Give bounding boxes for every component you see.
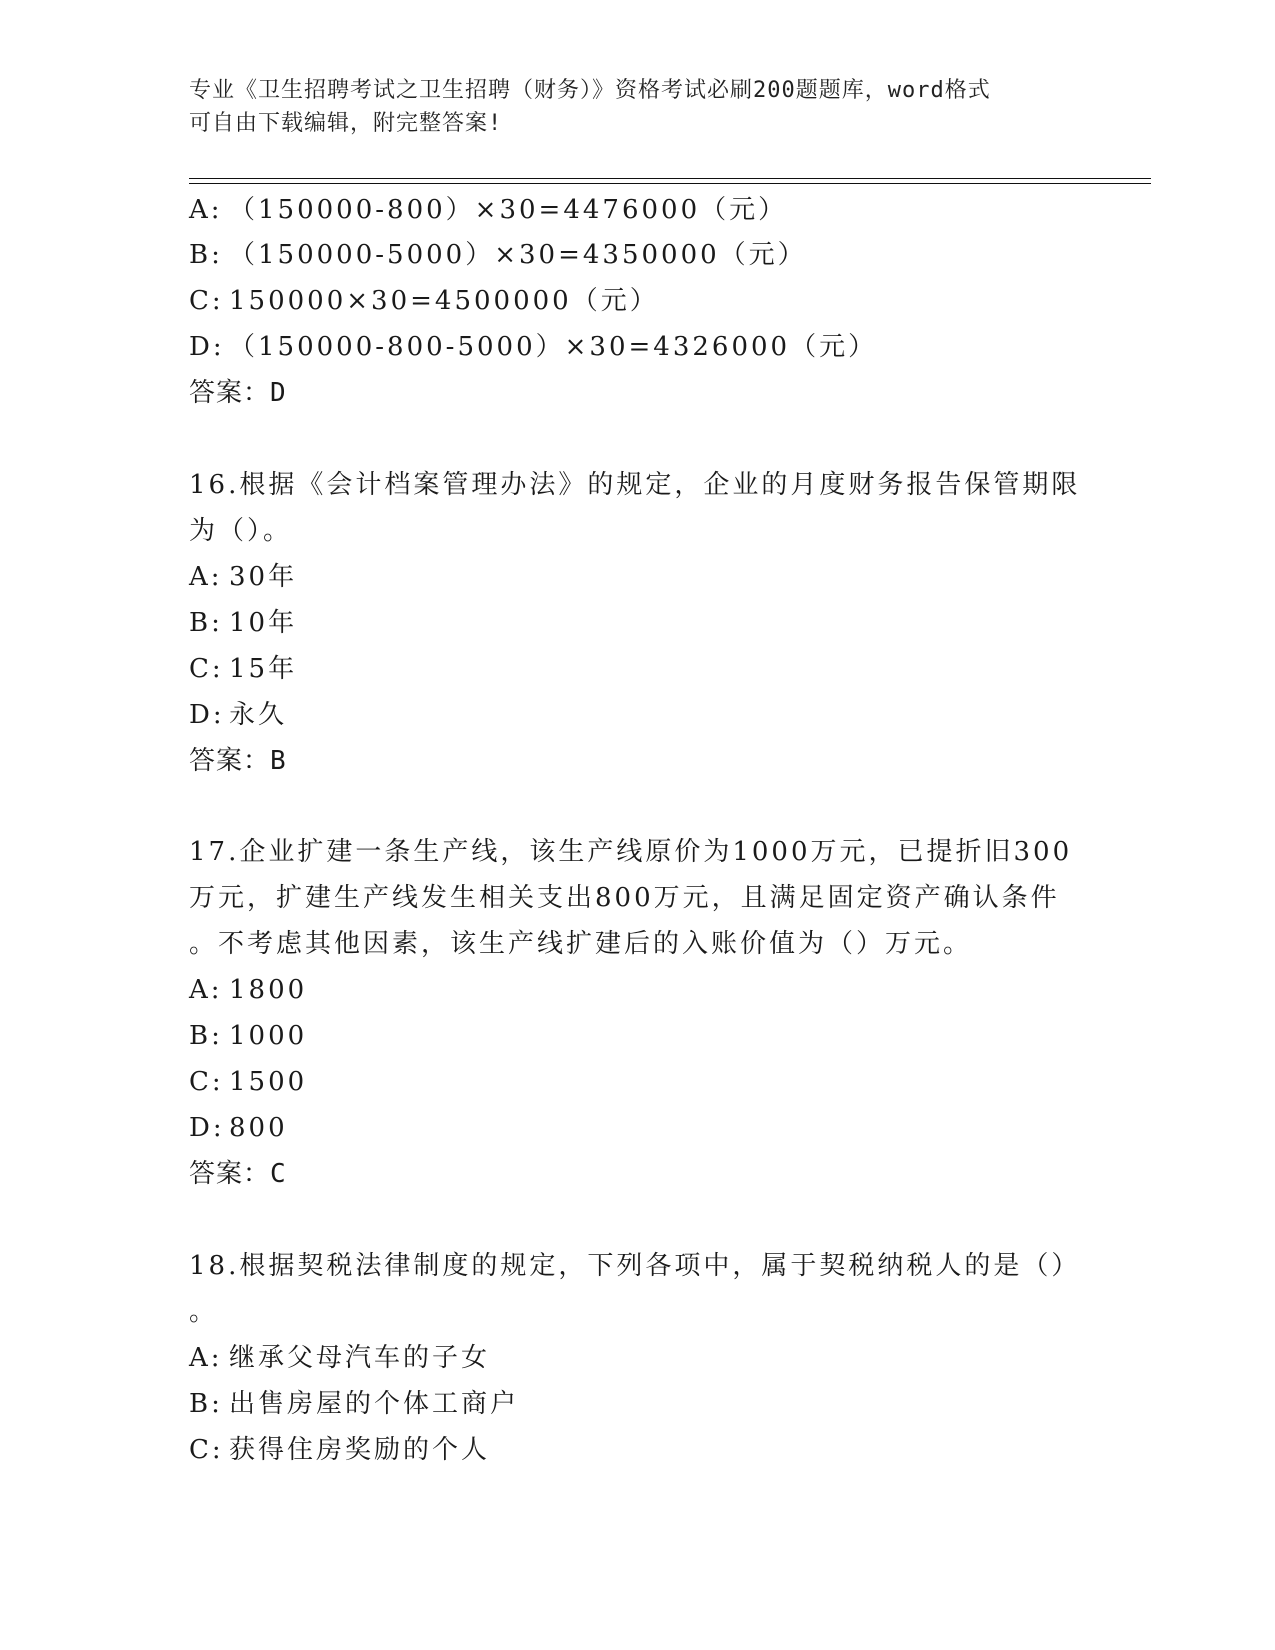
option-text: 15年 xyxy=(229,654,298,684)
option-text: 1500 xyxy=(229,1067,308,1097)
option-text: 10年 xyxy=(229,608,298,638)
option-key: A: xyxy=(189,975,223,1005)
option-text: 出售房屋的个体工商户 xyxy=(229,1389,520,1419)
q15-option-d xyxy=(189,327,877,367)
q17-option-b xyxy=(189,1016,307,1056)
option-text: （150000-800）×30=4476000（元） xyxy=(229,195,788,225)
q18-option-b xyxy=(189,1384,519,1424)
q16-option-c xyxy=(189,649,297,689)
q16-option-a xyxy=(189,557,297,597)
q17-option-a xyxy=(189,970,307,1010)
q18-option-a xyxy=(189,1338,490,1378)
option-key: A: xyxy=(189,562,223,592)
option-text: 30年 xyxy=(229,562,298,592)
q18-stem-line-2: 。 xyxy=(189,1297,219,1327)
option-text: 150000×30=4500000（元） xyxy=(229,286,659,316)
option-text: 800 xyxy=(229,1113,288,1143)
option-key: B: xyxy=(189,1021,223,1051)
option-text: 获得住房奖励的个人 xyxy=(229,1435,491,1465)
q17-answer: 答案：C xyxy=(189,1159,287,1189)
option-key: B: xyxy=(189,608,223,638)
option-text: 继承父母汽车的子女 xyxy=(229,1343,491,1373)
option-text: （150000-800-5000）×30=4326000（元） xyxy=(229,332,878,362)
q17-option-c xyxy=(189,1062,307,1102)
option-text: 永久 xyxy=(229,700,288,730)
q15-option-a xyxy=(189,190,787,230)
option-text: （150000-5000）×30=4350000（元） xyxy=(229,240,807,270)
option-text: 1800 xyxy=(229,975,308,1005)
option-key: D: xyxy=(189,332,225,362)
q17-stem-line-1: 17.企业扩建一条生产线，该生产线原价为1000万元，已提折旧300 xyxy=(189,837,1073,867)
option-key: C: xyxy=(189,654,224,684)
option-text: 1000 xyxy=(229,1021,308,1051)
option-key: D: xyxy=(189,700,225,730)
q18-stem-line-1: 18.根据契税法律制度的规定，下列各项中，属于契税纳税人的是（） xyxy=(189,1251,1081,1281)
option-key: B: xyxy=(189,240,223,270)
header-line-1: 专业《卫生招聘考试之卫生招聘（财务）》资格考试必刷200题题库，word格式 xyxy=(189,78,991,103)
option-key: A: xyxy=(189,195,223,225)
q16-stem-line-1: 16.根据《会计档案管理办法》的规定，企业的月度财务报告保管期限 xyxy=(189,470,1081,500)
q17-stem-line-2: 万元，扩建生产线发生相关支出800万元，且满足固定资产确认条件 xyxy=(189,883,1060,913)
option-key: C: xyxy=(189,286,224,316)
q15-option-b xyxy=(189,235,807,275)
q16-option-d xyxy=(189,695,287,735)
header-divider-bottom xyxy=(189,183,1151,184)
header-line-2: 可自由下载编辑，附完整答案! xyxy=(189,111,503,136)
option-key: C: xyxy=(189,1435,224,1465)
option-key: B: xyxy=(189,1389,223,1419)
q15-option-c xyxy=(189,281,659,321)
document-header xyxy=(189,74,1069,140)
option-key: A: xyxy=(189,1343,223,1373)
option-key: D: xyxy=(189,1113,225,1143)
q16-option-b xyxy=(189,603,297,643)
q15-answer: 答案：D xyxy=(189,378,287,408)
header-divider-top xyxy=(189,178,1151,179)
q17-option-d xyxy=(189,1108,288,1148)
q18-option-c xyxy=(189,1430,490,1470)
q16-stem-line-2: 为（）。 xyxy=(189,516,293,546)
q17-stem-line-3: 。不考虑其他因素，该生产线扩建后的入账价值为（）万元。 xyxy=(189,929,973,959)
option-key: C: xyxy=(189,1067,224,1097)
q16-answer: 答案：B xyxy=(189,746,287,776)
